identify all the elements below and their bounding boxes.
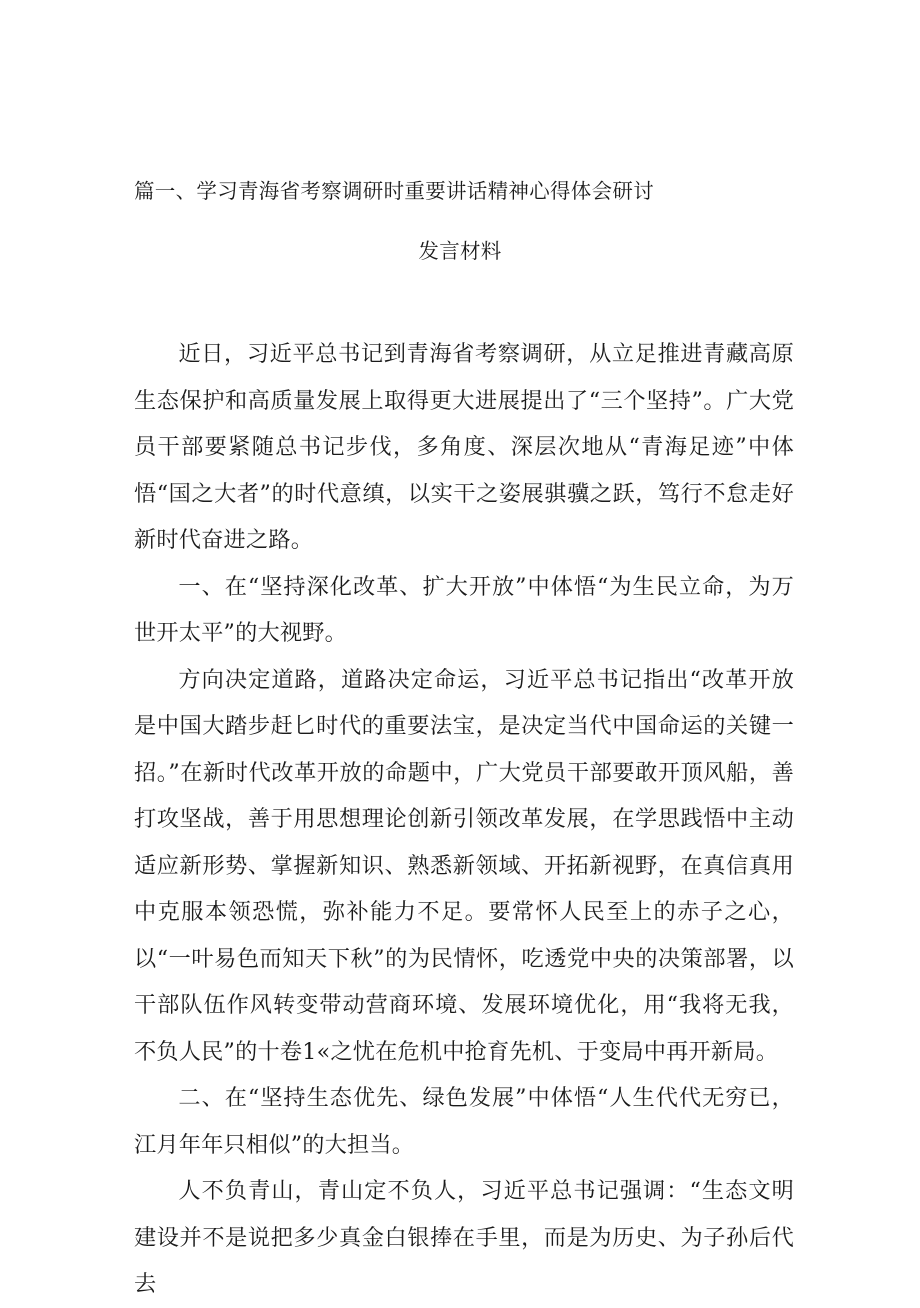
paragraph-section-2: 人不负青山，青山定不负人，习近平总书记强调：“生态文明建设并不是说把多少真金白银捧在手里，而是为历史、为子孙后代去 [134, 1178, 794, 1297]
document-title-line1: 篇一、学习青海省考察调研时重要讲话精神心得体会研讨 [134, 179, 654, 203]
section-heading-2: 二、在“坚持生态优先、绿色发展”中体悟“人生代代无穷已，江月年年只相似”的大担当。 [134, 1085, 794, 1158]
document-body [134, 331, 794, 1308]
paragraph-section-1: 方向决定道路，道路决定命运，习近平总书记指出“改革开放是中国大踏步赶匕时代的重要法宝，是决定当代中国命运的关键一招。”在新时代改革开放的命题中，广大党员干部要敢开顶风船，善打攻坚战，善于用思想理论创新引领改革发展，在学思践悟中主动适应新形势、掌握新知识、熟悉新领域、开拓新视野，在真信真用中克服本领恐慌，弥补能力不足。要常怀人民至上的赤子之心，以“一叶易色而知天下秋”的为民情怀，吃透党中央的决策部署，以干部队伍作风转变带动营商环境、发展环境优化，用“我将无我，不负人民”的十卷1«之忧在危机中抢育先机、于变局中再开新局。 [134, 666, 794, 1065]
document-title-line2: 发言材料 [418, 239, 502, 263]
paragraph-intro: 近日，习近平总书记到青海省考察调研，从立足推进青藏高原生态保护和高质量发展上取得更大进展提出了“三个坚持”。广大党员干部要紧随总书记步伐，多角度、深层次地从“青海足迹”中体悟“国之大者”的时代意缜，以实干之姿展骐骥之跃，笃行不怠走好新时代奋进之路。 [134, 341, 794, 553]
section-heading-1: 一、在“坚持深化改革、扩大开放”中体悟“为生民立命，为万世开太平”的大视野。 [134, 573, 794, 646]
